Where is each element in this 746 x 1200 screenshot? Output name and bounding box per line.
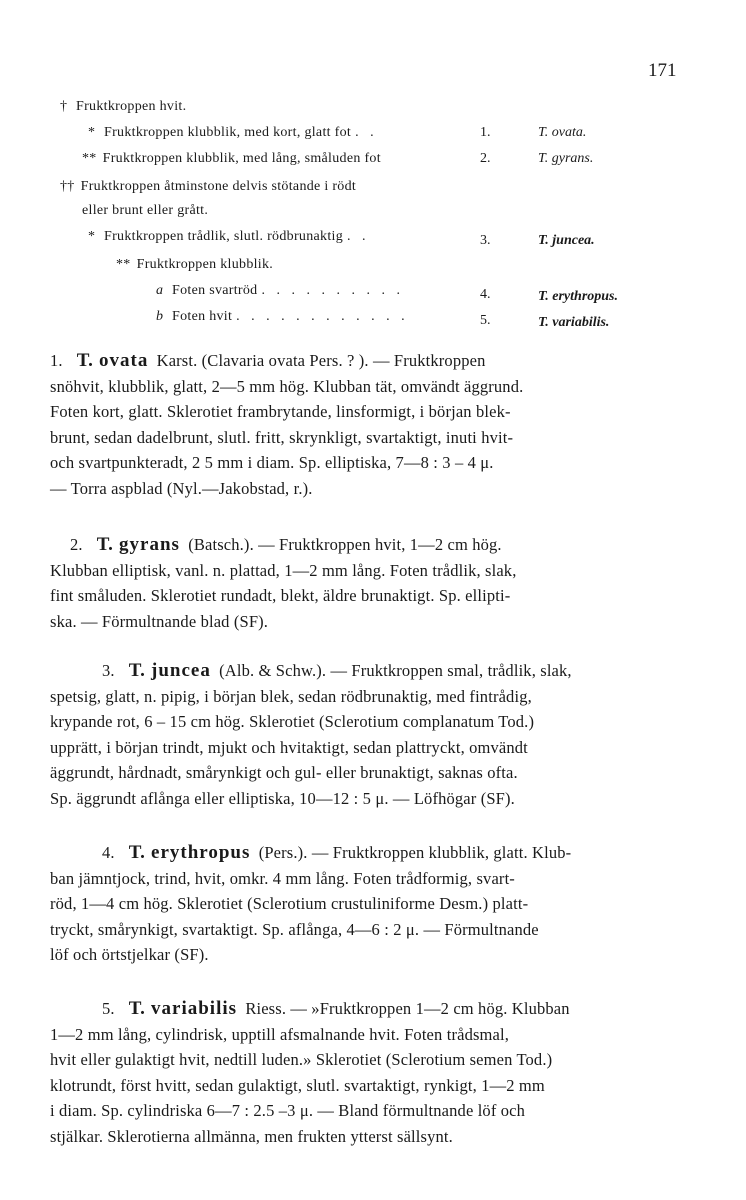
species-entry-gyrans <box>50 532 708 634</box>
species-first-line <box>50 348 708 374</box>
key-mark: * <box>88 229 96 244</box>
species-first-line <box>50 996 708 1022</box>
key-mark: * <box>88 125 96 140</box>
key-desc: Fruktkroppen trådlik, slutl. rödbrunaktig <box>104 229 343 244</box>
species-genus: T. <box>128 660 146 681</box>
species-text-line: löf och örtstjelkar (SF). <box>50 945 209 964</box>
species-text-line: (Alb. & Schw.). — Fruktkroppen smal, trådlik, slak, <box>219 661 572 680</box>
species-text-line: spetsig, glatt, n. pipig, i början blek, sedan rödbrunaktig, med fintrådig, <box>50 686 532 706</box>
key-desc: eller brunt eller grått. <box>82 203 209 218</box>
species-text-line: äggrundt, hårdnadt, smårynkigt och gul- eller brunaktigt, saknas ofta. <box>50 763 518 782</box>
species-name: ovata <box>99 350 149 371</box>
key-species-name: T. ovata. <box>538 125 587 140</box>
key-species-name: T. variabilis. <box>538 315 610 330</box>
key-dots: . . <box>347 229 370 244</box>
key-row <box>82 148 381 170</box>
key-species-name: T. juncea. <box>538 233 595 248</box>
key-desc: Foten svartröd <box>172 283 258 298</box>
species-text-line: 1—2 mm lång, cylindrisk, upptill afsmalnande hvit. Foten trådsmal, <box>50 1024 510 1044</box>
key-species-name: T. erythropus. <box>538 289 619 304</box>
key-species-name: T. gyrans. <box>538 151 594 166</box>
species-text-line: Riess. — »Fruktkroppen 1—2 cm hög. Klubban <box>245 999 570 1018</box>
species-genus: T. <box>76 350 94 371</box>
key-dots: . . . . . . . . . . <box>261 283 404 298</box>
key-mark: ** <box>82 151 97 166</box>
species-text-line: ska. — Förmultnande blad (SF). <box>50 611 269 631</box>
species-text-line: Foten kort, glatt. Sklerotiet frambrytande, linsformigt, i början blek- <box>50 402 511 421</box>
key-desc: Fruktkroppen klubblik, med lång, småluden fot <box>102 151 381 166</box>
page-number: 171 <box>648 60 677 81</box>
species-text-line: Karst. (Clavaria ovata Pers. ? ). — Fruktkroppen <box>156 351 486 370</box>
key-number: 2. <box>480 151 491 166</box>
key-number: 1. <box>480 125 491 140</box>
species-text-line: stjälkar. Sklerotierna allmänna, men frukten ytterst sällsynt. <box>50 1126 453 1146</box>
species-number: 1. <box>50 351 63 370</box>
key-desc: Fruktkroppen klubblik. <box>136 257 274 272</box>
key-mark: †† <box>60 179 75 194</box>
species-text-line: (Batsch.). — Fruktkroppen hvit, 1—2 cm hög. <box>188 535 502 554</box>
species-entry-variabilis <box>50 996 708 1149</box>
species-first-line <box>50 840 708 866</box>
species-name: erythropus <box>151 842 251 863</box>
species-text-line: Sp. äggrundt aflånga eller elliptiska, 10—12 : 5 μ. — Löfhögar (SF). <box>50 788 515 808</box>
species-text-line: snöhvit, klubblik, glatt, 2—5 mm hög. Klubban tät, omvändt äggrund. <box>50 376 524 396</box>
key-row <box>116 254 273 276</box>
species-text-line: Klubban elliptisk, vanl. n. plattad, 1—2 mm lång. Foten trådlik, slak, <box>50 560 517 580</box>
key-row <box>88 122 378 144</box>
species-genus: T. <box>96 534 114 555</box>
species-entry-juncea <box>50 658 708 811</box>
key-mark: † <box>60 99 68 114</box>
species-first-line <box>50 658 708 684</box>
species-text-line: ban jämntjock, trind, hvit, omkr. 4 mm lång. Foten trådformig, svart- <box>50 868 515 888</box>
species-text-line: och svartpunkteradt, 2 5 mm i diam. Sp. elliptiska, 7—8 : 3 – 4 μ. <box>50 453 494 472</box>
key-row <box>88 226 370 248</box>
species-name: juncea <box>151 660 211 681</box>
species-text-line: klotrundt, först hvitt, sedan gulaktigt, slutl. svartaktigt, rynkigt, 1—2 mm <box>50 1075 545 1095</box>
species-text-line: hvit eller gulaktigt hvit, nedtill luden.» Sklerotiet (Sclerotium semen Tod.) <box>50 1050 553 1069</box>
species-number: 2. <box>70 535 83 554</box>
species-name: variabilis <box>151 998 238 1019</box>
species-number: 4. <box>102 843 115 862</box>
species-first-line <box>50 532 708 558</box>
key-desc: Fruktkroppen åtminstone delvis stötande i rödt <box>80 179 357 194</box>
species-genus: T. <box>128 998 146 1019</box>
key-desc: Fruktkroppen hvit. <box>76 99 187 114</box>
species-text-line: fint småluden. Sklerotiet rundadt, blekt, äldre brunaktigt. Sp. ellipti- <box>50 586 511 605</box>
key-dots: . . . . . . . . . . . . <box>236 309 409 324</box>
species-text-line: i diam. Sp. cylindriska 6—7 : 2.5 –3 μ. — Bland förmultnande löf och <box>50 1101 526 1120</box>
species-genus: T. <box>128 842 146 863</box>
species-text-line: tryckt, smårynkigt, svartaktigt. Sp. aflånga, 4—6 : 2 μ. — Förmultnande <box>50 919 539 939</box>
key-mark: b <box>156 309 164 324</box>
key-row <box>156 306 409 328</box>
species-text-line: krypande rot, 6 – 15 cm hög. Sklerotiet (Sclerotium complanatum Tod.) <box>50 712 535 731</box>
key-dots: . . <box>355 125 378 140</box>
identification-key <box>0 0 746 340</box>
key-row <box>82 200 208 222</box>
species-entry-ovata <box>50 348 708 501</box>
key-mark: ** <box>116 257 131 272</box>
species-number: 3. <box>102 661 115 680</box>
key-row <box>60 96 186 118</box>
key-desc: Foten hvit <box>172 309 233 324</box>
key-desc: Fruktkroppen klubblik, med kort, glatt fot <box>104 125 352 140</box>
key-number: 3. <box>480 233 491 248</box>
species-text-line: (Pers.). — Fruktkroppen klubblik, glatt. Klub- <box>258 843 572 862</box>
species-number: 5. <box>102 999 115 1018</box>
key-mark: a <box>156 283 164 298</box>
species-entry-erythropus <box>50 840 708 968</box>
species-text-line: röd, 1—4 cm hög. Sklerotiet (Sclerotium crustuliniforme Desm.) platt- <box>50 894 529 913</box>
species-text-line: brunt, sedan dadelbrunt, slutl. fritt, skrynkligt, svartaktigt, inuti hvit- <box>50 427 514 447</box>
species-name: gyrans <box>119 534 180 555</box>
species-text-line: upprätt, i början trindt, mjukt och hvitaktigt, sedan plattryckt, omvändt <box>50 737 528 757</box>
key-number: 5. <box>480 313 491 328</box>
key-row <box>60 176 356 198</box>
species-text-line: — Torra aspblad (Nyl.—Jakobstad, r.). <box>50 478 313 498</box>
key-number: 4. <box>480 287 491 302</box>
key-row <box>156 280 404 302</box>
